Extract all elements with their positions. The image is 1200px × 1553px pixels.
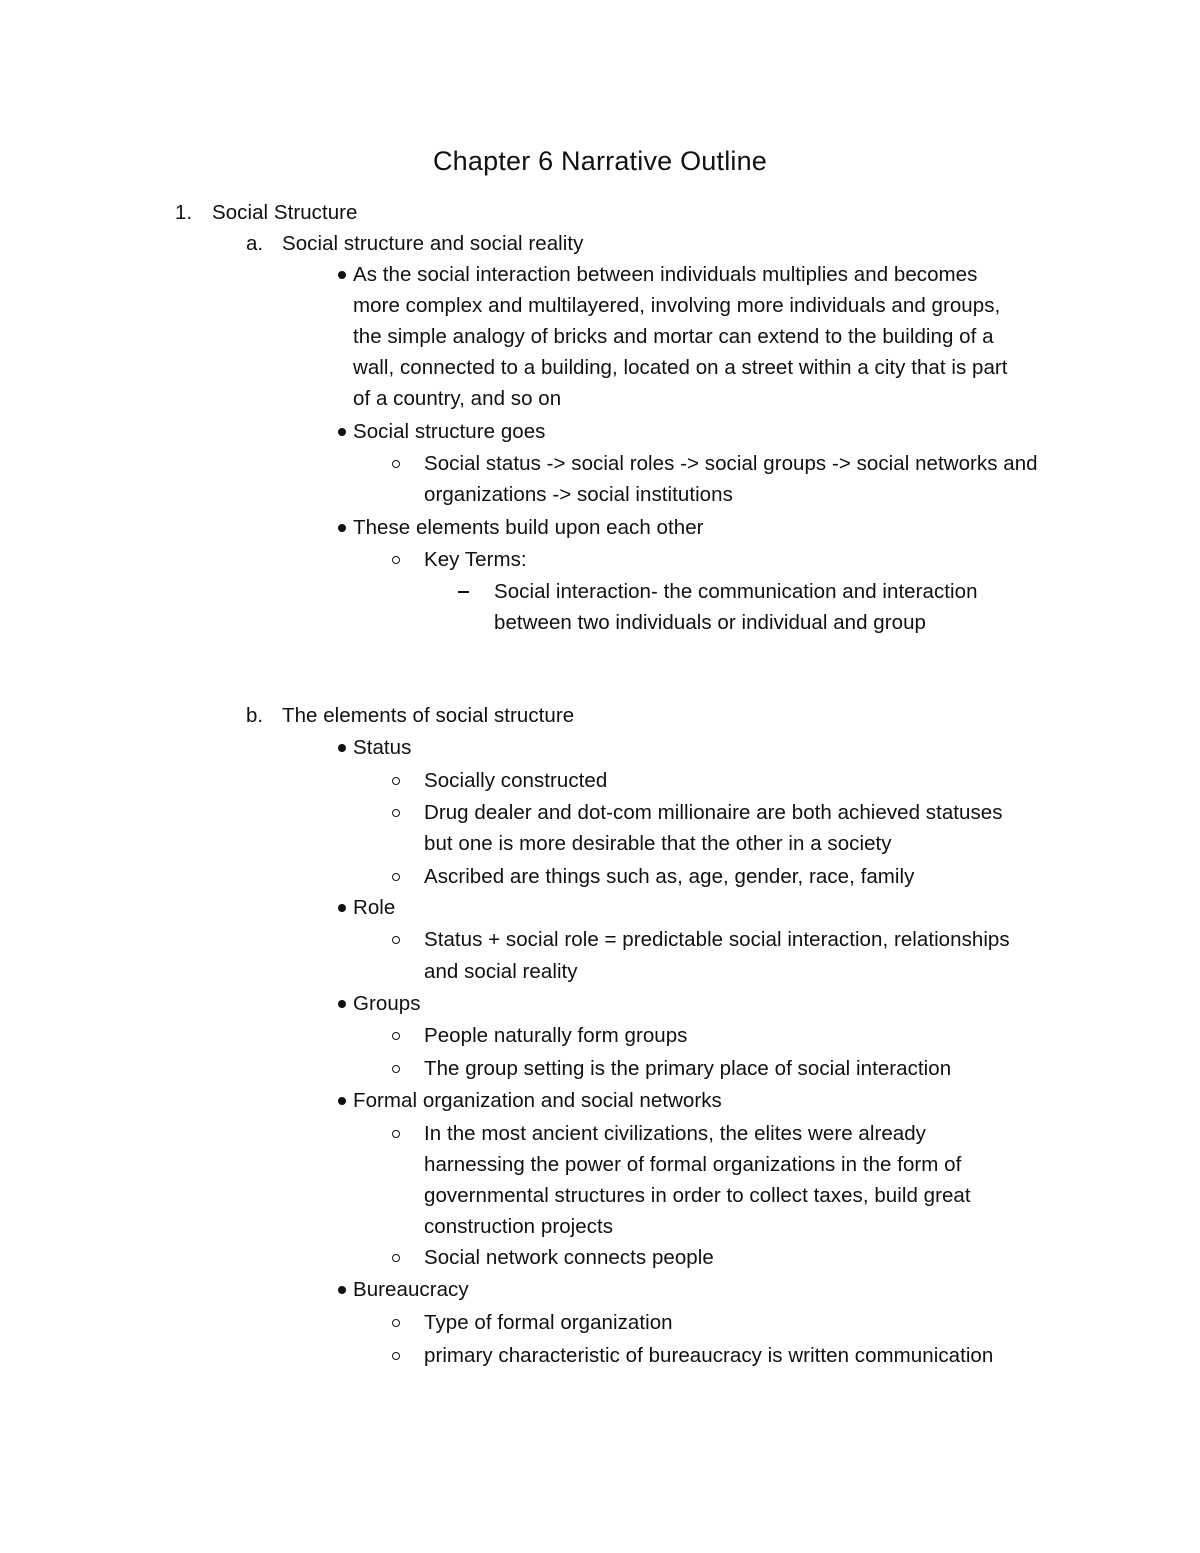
bullet-text-bureaucracy: Bureaucracy bbox=[353, 1278, 469, 1301]
bullet-text: These elements build upon each other bbox=[353, 516, 704, 539]
bullet-text-line: wall, connected to a building, located on a street within a city that is part bbox=[353, 356, 1008, 379]
sub-bullet-text: Social network connects people bbox=[424, 1246, 714, 1269]
bullet-text-formal-organization: Formal organization and social networks bbox=[353, 1089, 722, 1112]
circle-bullet-icon bbox=[392, 1130, 400, 1138]
dash-bullet-icon bbox=[458, 591, 469, 593]
page-title: Chapter 6 Narrative Outline bbox=[432, 146, 768, 176]
bullet-text-role: Role bbox=[353, 896, 396, 919]
bullet-text-line: of a country, and so on bbox=[353, 387, 562, 410]
sub-bullet-text-line: but one is more desirable that the other in a society bbox=[424, 832, 892, 855]
sub-bullet-text-line: Status + social role = predictable social interaction, relationships bbox=[424, 928, 1010, 951]
bullet-icon bbox=[338, 524, 346, 532]
sub-bullet-text-line: construction projects bbox=[424, 1215, 614, 1238]
sub-bullet-text: Ascribed are things such as, age, gender, race, family bbox=[424, 865, 915, 888]
bullet-text-status: Status bbox=[353, 736, 412, 759]
circle-bullet-icon bbox=[392, 1319, 400, 1327]
bullet-text: Social structure goes bbox=[353, 420, 546, 443]
sub-bullet-text-line: Drug dealer and dot-com millionaire are both achieved statuses bbox=[424, 801, 1003, 824]
bullet-icon bbox=[338, 1000, 346, 1008]
circle-bullet-icon bbox=[392, 873, 400, 881]
subsection-heading-b: The elements of social structure bbox=[282, 704, 575, 727]
section-heading-social-structure: Social Structure bbox=[212, 201, 358, 224]
circle-bullet-icon bbox=[392, 777, 400, 785]
bullet-text-line: the simple analogy of bricks and mortar can extend to the building of a bbox=[353, 325, 994, 348]
sub-bullet-text-line: organizations -> social institutions bbox=[424, 483, 733, 506]
sub-bullet-text: The group setting is the primary place of social interaction bbox=[424, 1057, 952, 1080]
bullet-icon bbox=[338, 428, 346, 436]
bullet-icon bbox=[338, 271, 346, 279]
circle-bullet-icon bbox=[392, 1032, 400, 1040]
sub-bullet-text-line: harnessing the power of formal organizations in the form of bbox=[424, 1153, 962, 1176]
circle-bullet-icon bbox=[392, 1254, 400, 1262]
sub-bullet-text: Socially constructed bbox=[424, 769, 608, 792]
circle-bullet-icon bbox=[392, 936, 400, 944]
bullet-text-groups: Groups bbox=[353, 992, 421, 1015]
sub-bullet-text: primary characteristic of bureaucracy is written communication bbox=[424, 1344, 994, 1367]
list-letter-a: a. bbox=[246, 232, 264, 255]
circle-bullet-icon bbox=[392, 460, 400, 468]
dash-bullet-text-line: between two individuals or individual and group bbox=[494, 611, 926, 634]
sub-bullet-text-line: Social status -> social roles -> social groups -> social networks and bbox=[424, 452, 1038, 475]
list-letter-b: b. bbox=[246, 704, 264, 727]
sub-bullet-text: Key Terms: bbox=[424, 548, 527, 571]
bullet-text-line: As the social interaction between individuals multiplies and becomes bbox=[353, 263, 978, 286]
bullet-icon bbox=[338, 1097, 346, 1105]
sub-bullet-text-line: governmental structures in order to collect taxes, build great bbox=[424, 1184, 971, 1207]
circle-bullet-icon bbox=[392, 1065, 400, 1073]
bullet-text-line: more complex and multilayered, involving more individuals and groups, bbox=[353, 294, 1001, 317]
bullet-icon bbox=[338, 744, 346, 752]
sub-bullet-text: People naturally form groups bbox=[424, 1024, 688, 1047]
list-number-1: 1. bbox=[175, 201, 193, 224]
circle-bullet-icon bbox=[392, 1352, 400, 1360]
circle-bullet-icon bbox=[392, 809, 400, 817]
bullet-icon bbox=[338, 904, 346, 912]
sub-bullet-text: Type of formal organization bbox=[424, 1311, 673, 1334]
bullet-icon bbox=[338, 1286, 346, 1294]
sub-bullet-text-line: In the most ancient civilizations, the elites were already bbox=[424, 1122, 926, 1145]
dash-bullet-text-line: Social interaction- the communication and interaction bbox=[494, 580, 978, 603]
circle-bullet-icon bbox=[392, 556, 400, 564]
subsection-heading-a: Social structure and social reality bbox=[282, 232, 584, 255]
sub-bullet-text-line: and social reality bbox=[424, 960, 578, 983]
